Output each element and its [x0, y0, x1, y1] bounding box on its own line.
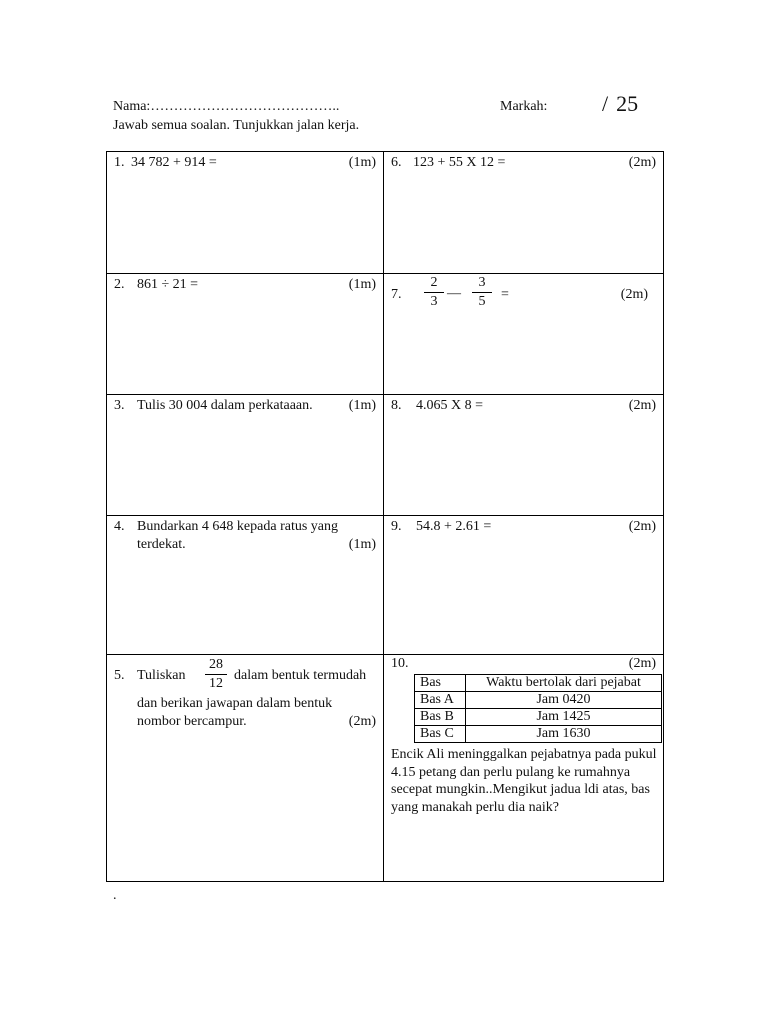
question-marks: (2m)	[348, 714, 376, 729]
instruction-text: Jawab semua soalan. Tunjukkan jalan kerja.	[113, 118, 360, 133]
question-grid	[106, 151, 664, 882]
departure-time: Jam 1630	[466, 726, 662, 743]
question-marks: (2m)	[628, 656, 656, 671]
question-number: 4.	[114, 519, 125, 534]
question-text: 54.8 + 2.61 =	[416, 519, 492, 534]
question-text: 34 782 + 914 =	[131, 155, 217, 170]
question-marks: (2m)	[628, 155, 656, 170]
question-marks: (1m)	[348, 277, 376, 292]
question-10-cell	[384, 655, 664, 882]
question-6-cell	[384, 152, 664, 274]
question-3-cell	[107, 395, 384, 516]
fraction-two-thirds: $\frac{2}{3}$	[424, 275, 444, 310]
question-number: 8.	[391, 398, 402, 413]
score-total-value: 25	[616, 91, 639, 116]
departure-time: Jam 0420	[466, 692, 662, 709]
question-text: 123 + 55 X 12 =	[413, 155, 506, 170]
question-text: Encik Ali meninggalkan pejabatnya pada pukul 4.15 petang dan perlu pulang ke rumahnya secepat mungkin..Mengikut jadua ldi atas, bas yang manakah perlu dia naik?	[391, 747, 657, 815]
question-4-cell	[107, 516, 384, 655]
minus-sign: —	[447, 286, 461, 301]
question-number: 10.	[391, 656, 409, 671]
question-number: 5.	[114, 668, 125, 683]
question-text-line-2: dan berikan jawapan dalam bentuk	[137, 696, 333, 711]
question-1-cell	[107, 152, 384, 274]
bus-schedule-table	[414, 674, 662, 743]
table-row	[415, 726, 662, 743]
fraction-28-over-12: $\frac{28}{12}$	[205, 657, 227, 692]
question-text: 861 ÷ 21 =	[137, 277, 199, 292]
question-text-line-1: Bundarkan 4 648 kepada ratus yang	[137, 519, 338, 534]
question-text-line-2: terdekat.	[137, 537, 186, 552]
question-marks: (2m)	[620, 287, 648, 302]
question-marks: (2m)	[628, 398, 656, 413]
question-marks: (1m)	[348, 537, 376, 552]
table-row	[415, 692, 662, 709]
name-field-label: Nama:…………………………………..	[113, 99, 340, 114]
footer-dot: .	[113, 888, 117, 903]
question-number: 2.	[114, 277, 125, 292]
bus-name: Bas A	[415, 692, 466, 709]
question-9-cell	[384, 516, 664, 655]
departure-time: Jam 1425	[466, 709, 662, 726]
question-8-cell	[384, 395, 664, 516]
question-text-prefix: Tuliskan	[137, 668, 186, 683]
question-text: Tulis 30 004 dalam perkataaan.	[137, 398, 313, 413]
question-marks: (1m)	[348, 398, 376, 413]
question-5-cell	[107, 655, 384, 882]
question-text-line-3: nombor bercampur.	[137, 714, 247, 729]
column-header-bus: Bas	[415, 675, 466, 692]
question-number: 7.	[391, 287, 402, 302]
question-7-cell	[384, 274, 664, 395]
fraction-three-fifths: $\frac{3}{5}$	[472, 275, 492, 310]
column-header-departure: Waktu bertolak dari pejabat	[466, 675, 662, 692]
question-number: 9.	[391, 519, 402, 534]
bus-name: Bas C	[415, 726, 466, 743]
question-marks: (1m)	[348, 155, 376, 170]
question-number: 6.	[391, 155, 402, 170]
question-2-cell	[107, 274, 384, 395]
question-number: 3.	[114, 398, 125, 413]
question-number: 1.	[114, 155, 125, 170]
question-marks: (2m)	[628, 519, 656, 534]
question-text: 4.065 X 8 =	[416, 398, 484, 413]
marks-label: Markah:	[500, 99, 548, 114]
equals-sign: =	[501, 287, 509, 302]
question-text-suffix: dalam bentuk termudah	[234, 668, 367, 683]
bus-name: Bas B	[415, 709, 466, 726]
score-slash: /	[602, 91, 609, 116]
table-row	[415, 709, 662, 726]
score-total	[602, 91, 638, 117]
